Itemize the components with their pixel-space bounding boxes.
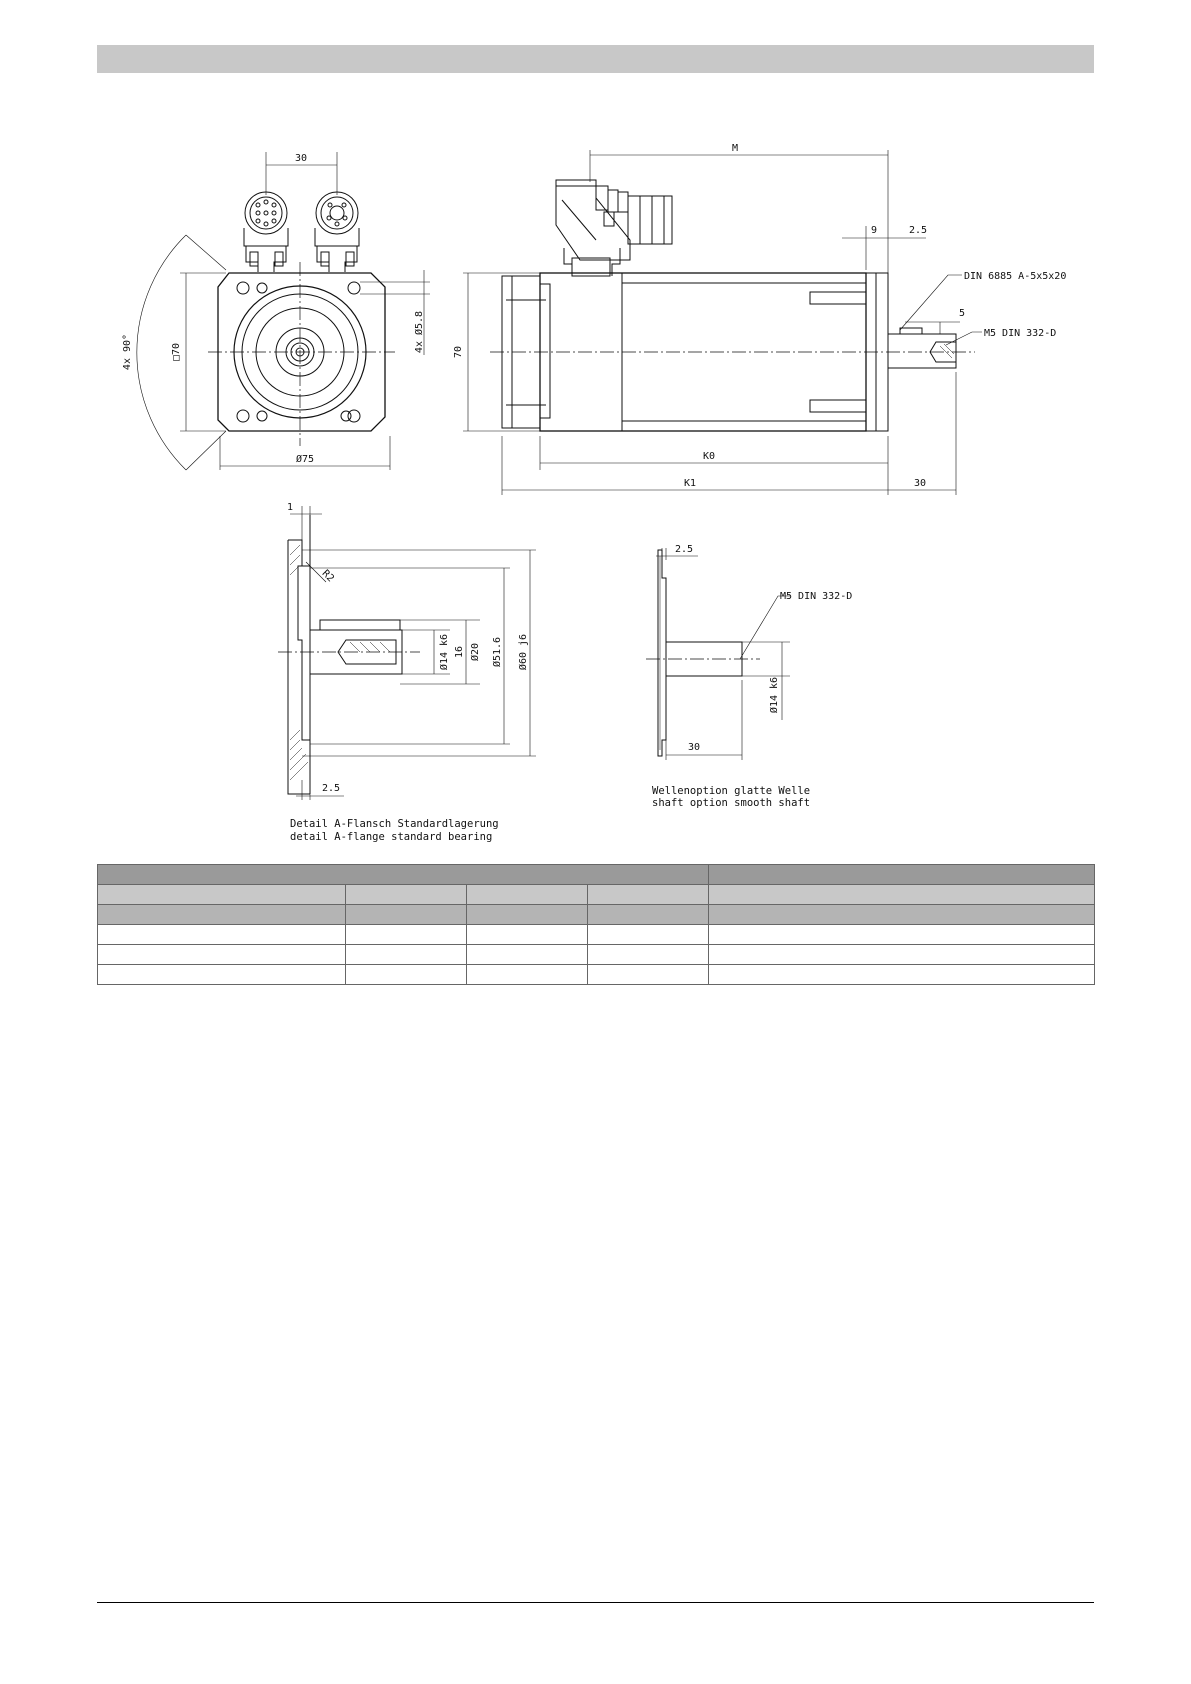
- dim-detail-16: 16: [454, 645, 465, 659]
- dim-front-square70: □70: [171, 342, 182, 362]
- table-cell: [98, 905, 346, 925]
- smooth-shaft-view: [646, 548, 790, 760]
- table-cell: [588, 905, 709, 925]
- dim-detail-d51: Ø51.6: [492, 636, 503, 668]
- front-view: [137, 152, 430, 470]
- dim-front-angle: 4x 90°: [122, 333, 133, 371]
- mount-hole: [237, 410, 249, 422]
- dimension-table: [97, 864, 1095, 985]
- table-cell: [709, 865, 1095, 885]
- footer-rule: [97, 1602, 1094, 1603]
- table-cell: [98, 885, 346, 905]
- dim-smooth-2.5: 2.5: [674, 544, 694, 555]
- dim-side-30: 30: [913, 478, 927, 489]
- table-cell: [709, 945, 1095, 965]
- callout-smooth-thread: M5 DIN 332-D: [780, 591, 853, 602]
- caption-smooth-de: Wellenoption glatte Welle: [652, 785, 811, 797]
- table-cell: [467, 885, 588, 905]
- mount-hole: [348, 282, 360, 294]
- table-cell: [346, 945, 467, 965]
- dim-front-holes: 4x Ø5.8: [414, 310, 425, 354]
- dim-side-2.5: 2.5: [908, 225, 928, 236]
- table-subheader-row: [98, 905, 1095, 925]
- dim-side-M: M: [731, 143, 739, 154]
- table-cell: [588, 965, 709, 985]
- table-subheader-row: [98, 885, 1095, 905]
- dim-detail-d60: Ø60 j6: [518, 633, 529, 671]
- caption-detail-de: Detail A-Flansch Standardlagerung: [290, 818, 499, 830]
- dim-side-K0: K0: [702, 451, 716, 462]
- mount-hole: [348, 410, 360, 422]
- table-cell: [588, 925, 709, 945]
- dim-detail-1: 1: [286, 502, 294, 513]
- dim-front-d75: Ø75: [295, 454, 315, 465]
- dim-front-30: 30: [294, 153, 308, 164]
- table-cell: [98, 865, 709, 885]
- table-cell: [98, 945, 346, 965]
- table-cell: [346, 905, 467, 925]
- table-header-row: [98, 865, 1095, 885]
- table-cell: [346, 885, 467, 905]
- table-cell: [346, 965, 467, 985]
- caption-smooth-en: shaft option smooth shaft: [652, 797, 811, 809]
- side-shaft: [888, 334, 956, 368]
- table-cell: [467, 965, 588, 985]
- callout-thread: M5 DIN 332-D: [984, 328, 1057, 339]
- table-row: [98, 925, 1095, 945]
- dim-detail-d20: Ø20: [470, 642, 481, 662]
- table-cell: [467, 925, 588, 945]
- dim-detail-d14: Ø14 k6: [439, 633, 450, 671]
- callout-key: DIN 6885 A-5x5x20: [964, 271, 1067, 282]
- side-view: [463, 150, 982, 495]
- front-connector-right: [315, 192, 359, 272]
- front-connector-left: [244, 192, 288, 272]
- table-row: [98, 965, 1095, 985]
- table-cell: [467, 945, 588, 965]
- dim-side-70: 70: [453, 345, 464, 359]
- dim-side-9: 9: [870, 225, 878, 236]
- dim-smooth-d14: Ø14 k6: [769, 676, 780, 714]
- dim-side-5: 5: [958, 308, 966, 319]
- dim-detail-r2: R2: [319, 568, 336, 585]
- dim-side-K1: K1: [683, 478, 697, 489]
- table-cell: [588, 945, 709, 965]
- dim-detail-2.5: 2.5: [321, 783, 341, 794]
- caption-detail-en: detail A-flange standard bearing: [290, 831, 493, 843]
- dim-smooth-30: 30: [687, 742, 701, 753]
- table-cell: [98, 965, 346, 985]
- table-cell: [709, 885, 1095, 905]
- table-cell: [709, 905, 1095, 925]
- mount-hole: [237, 282, 249, 294]
- table-cell: [346, 925, 467, 945]
- table-row: [98, 945, 1095, 965]
- table-cell: [709, 925, 1095, 945]
- table-cell: [588, 885, 709, 905]
- table-cell: [467, 905, 588, 925]
- table-cell: [98, 925, 346, 945]
- table-cell: [709, 965, 1095, 985]
